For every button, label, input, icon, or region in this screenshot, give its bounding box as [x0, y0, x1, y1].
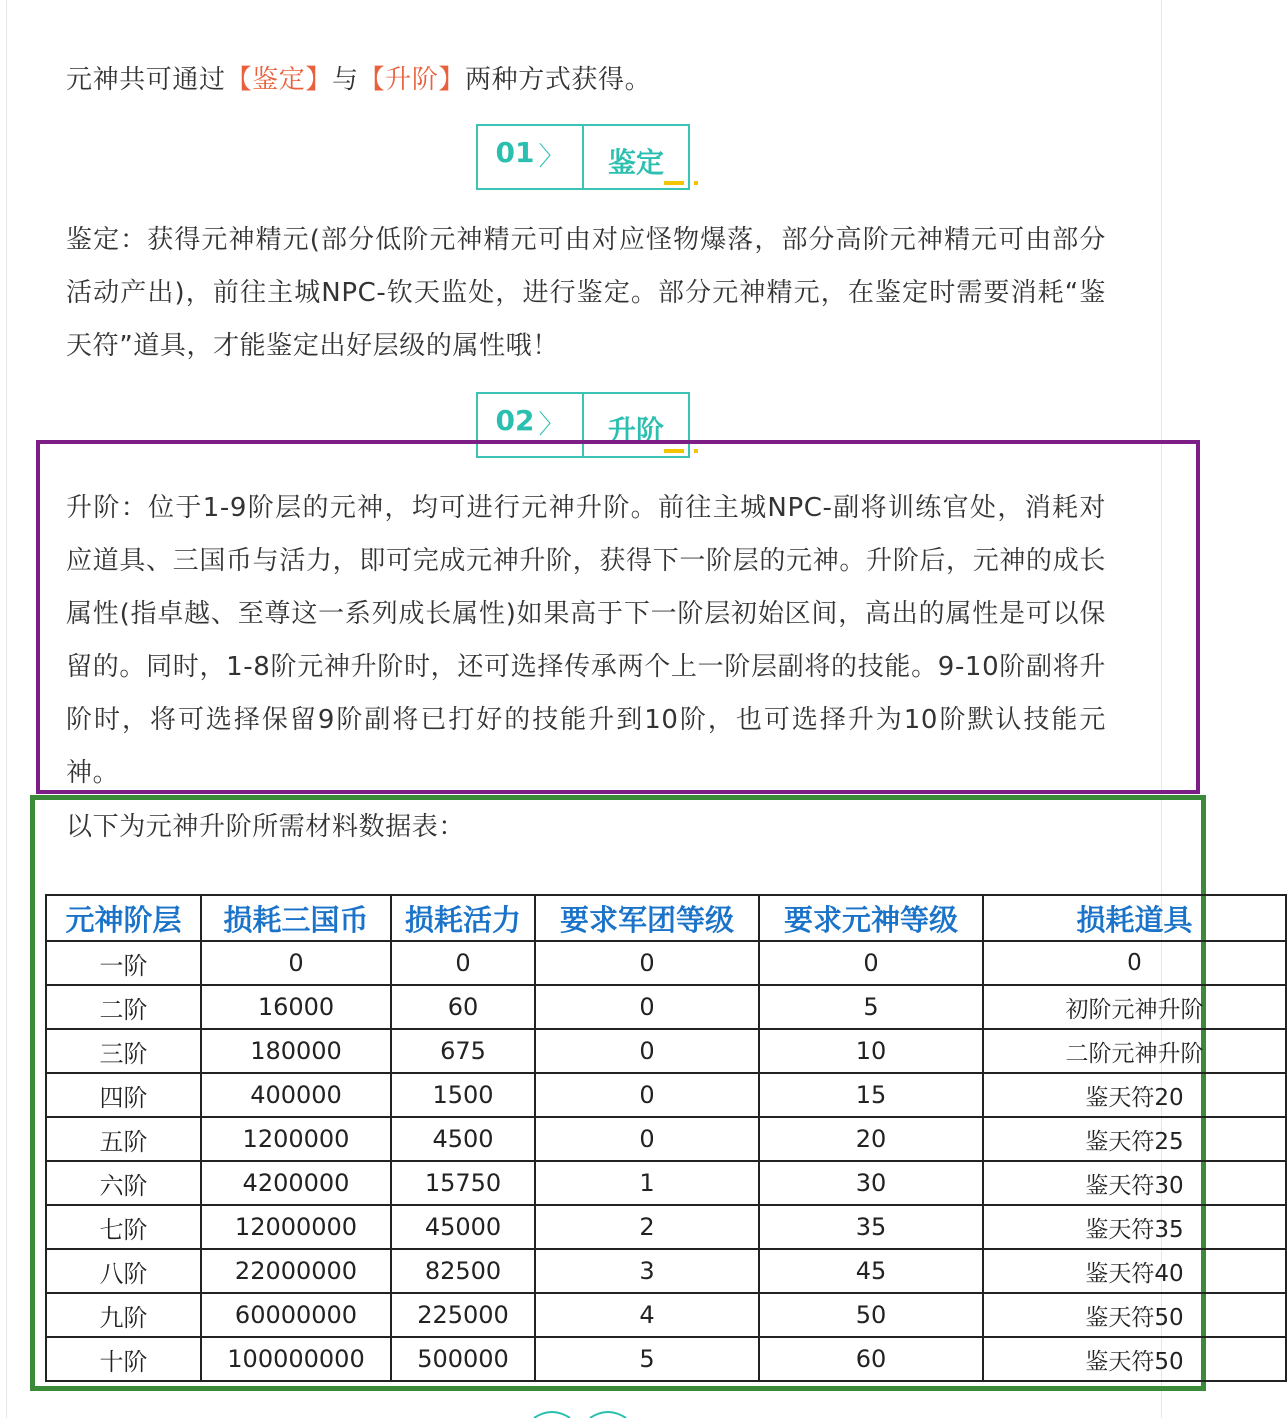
table-cell: 鉴天符50 [983, 1293, 1286, 1337]
section-number-box [478, 126, 584, 188]
table-cell: 675 [391, 1029, 535, 1073]
table-cell: 0 [201, 941, 391, 985]
materials-table-container [45, 894, 1204, 1386]
table-cell: 八阶 [46, 1249, 201, 1293]
table-cell: 180000 [201, 1029, 391, 1073]
table-cell: 16000 [201, 985, 391, 1029]
table-cell: 0 [535, 1117, 759, 1161]
table-cell: 1200000 [201, 1117, 391, 1161]
table-cell: 60000000 [201, 1293, 391, 1337]
chevron-right-icon: 〉 [538, 410, 565, 440]
section-header-identify [476, 124, 690, 190]
table-cell: 60 [759, 1337, 983, 1381]
identify-paragraph: 鉴定：获得元神精元(部分低阶元神精元可由对应怪物爆落，部分高阶元神精元可由部分活动产出)，前往主城NPC-钦天监处，进行鉴定。部分元神精元，在鉴定时需要消耗“鉴天符”道具，才能鉴定出好层级的属性哦！ [66, 225, 1106, 361]
table-cell: 100000000 [201, 1337, 391, 1381]
page-left-edge [6, 0, 7, 1418]
table-cell: 五阶 [46, 1117, 201, 1161]
table-row [46, 1249, 1286, 1293]
table-cell: 0 [535, 941, 759, 985]
table-row [46, 1161, 1286, 1205]
chevron-right-icon: 〉 [538, 142, 565, 172]
table-cell: 22000000 [201, 1249, 391, 1293]
table-intro: 以下为元神升阶所需材料数据表： [66, 812, 466, 842]
table-cell: 400000 [201, 1073, 391, 1117]
table-cell: 5 [535, 1337, 759, 1381]
section-number: 01 [495, 136, 535, 169]
table-cell: 鉴天符40 [983, 1249, 1286, 1293]
table-cell: 500000 [391, 1337, 535, 1381]
intro-text-mid: 与 [332, 65, 359, 95]
table-cell: 六阶 [46, 1161, 201, 1205]
table-cell: 鉴天符25 [983, 1117, 1286, 1161]
table-cell: 四阶 [46, 1073, 201, 1117]
table-row [46, 1117, 1286, 1161]
column-header: 要求军团等级 [535, 895, 759, 941]
table-row [46, 941, 1286, 985]
table-cell: 15 [759, 1073, 983, 1117]
table-row [46, 1029, 1286, 1073]
table-cell: 三阶 [46, 1029, 201, 1073]
table-cell: 30 [759, 1161, 983, 1205]
section-title-box [584, 126, 688, 188]
intro-text-after: 两种方式获得。 [465, 65, 652, 95]
intro-method-upgrade: 【升阶】 [358, 65, 466, 95]
decorative-arcs-icon [520, 1408, 640, 1418]
table-cell: 225000 [391, 1293, 535, 1337]
table-cell: 45000 [391, 1205, 535, 1249]
table-cell: 鉴天符20 [983, 1073, 1286, 1117]
intro-text-before: 元神共可通过 [66, 65, 226, 95]
intro-paragraph [66, 54, 1106, 107]
table-cell: 35 [759, 1205, 983, 1249]
table-cell: 二阶 [46, 985, 201, 1029]
table-cell: 60 [391, 985, 535, 1029]
table-cell: 七阶 [46, 1205, 201, 1249]
table-row [46, 985, 1286, 1029]
intro-method-identify: 【鉴定】 [225, 65, 333, 95]
column-header: 元神阶层 [46, 895, 201, 941]
section-title: 升阶 [607, 414, 664, 447]
table-cell: 4200000 [201, 1161, 391, 1205]
table-cell: 12000000 [201, 1205, 391, 1249]
table-row [46, 1205, 1286, 1249]
table-cell: 二阶元神升阶 [983, 1029, 1286, 1073]
table-cell: 0 [391, 941, 535, 985]
table-cell: 鉴天符35 [983, 1205, 1286, 1249]
materials-table [45, 894, 1287, 1382]
table-cell: 0 [535, 1029, 759, 1073]
table-cell: 10 [759, 1029, 983, 1073]
table-cell: 鉴天符30 [983, 1161, 1286, 1205]
table-cell: 1500 [391, 1073, 535, 1117]
table-cell: 0 [759, 941, 983, 985]
table-cell: 3 [535, 1249, 759, 1293]
table-row [46, 1293, 1286, 1337]
table-cell: 1 [535, 1161, 759, 1205]
table-cell: 0 [535, 1073, 759, 1117]
table-header-row [46, 895, 1286, 941]
table-cell: 20 [759, 1117, 983, 1161]
table-cell: 九阶 [46, 1293, 201, 1337]
table-cell: 5 [759, 985, 983, 1029]
table-cell: 45 [759, 1249, 983, 1293]
table-cell: 一阶 [46, 941, 201, 985]
column-header: 损耗三国币 [201, 895, 391, 941]
underline-mark-icon [664, 181, 684, 185]
table-row [46, 1337, 1286, 1381]
table-cell: 2 [535, 1205, 759, 1249]
column-header: 损耗道具 [983, 895, 1286, 941]
column-header: 要求元神等级 [759, 895, 983, 941]
table-cell: 82500 [391, 1249, 535, 1293]
table-cell: 4 [535, 1293, 759, 1337]
table-cell: 0 [535, 985, 759, 1029]
column-header: 损耗活力 [391, 895, 535, 941]
upgrade-paragraph: 升阶：位于1-9阶层的元神，均可进行元神升阶。前往主城NPC-副将训练官处，消耗对应道具、三国币与活力，即可完成元神升阶，获得下一阶层的元神。升阶后，元神的成长属性(指卓越、至尊这一系列成长属性)如果高于下一阶层初始区间，高出的属性是可以保留的。同时，1-8阶元神升阶时，还可选择传承两个上一阶层副将的技能。9-10阶副将升阶时，将可选择保留9阶副将已打好的技能升到10阶，也可选择升为10阶默认技能元神。 [66, 493, 1106, 788]
table-cell: 15750 [391, 1161, 535, 1205]
table-cell: 4500 [391, 1117, 535, 1161]
table-cell: 50 [759, 1293, 983, 1337]
table-row [46, 1073, 1286, 1117]
table-cell: 鉴天符50 [983, 1337, 1286, 1381]
table-cell: 0 [983, 941, 1286, 985]
section-title: 鉴定 [607, 146, 664, 179]
section-number: 02 [495, 404, 535, 437]
table-cell: 初阶元神升阶 [983, 985, 1286, 1029]
table-cell: 十阶 [46, 1337, 201, 1381]
